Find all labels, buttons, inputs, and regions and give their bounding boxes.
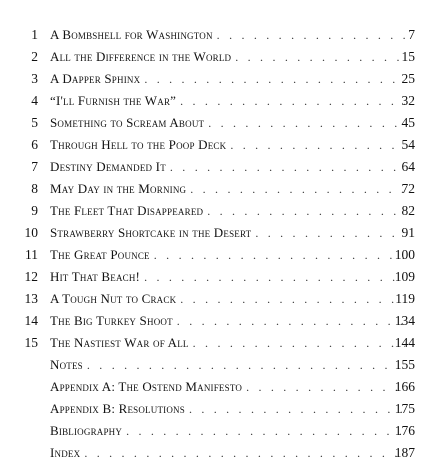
chapter-title: A Bombshell for Washington [50, 27, 213, 42]
dot-leader [144, 268, 405, 286]
entry-title-wrap [50, 356, 405, 374]
page-number: 45 [401, 115, 415, 130]
page-number: 119 [395, 291, 415, 306]
toc-entry-chapter-6[interactable] [0, 136, 447, 158]
page-number: 32 [401, 93, 415, 108]
dot-leader [180, 92, 405, 110]
dot-leader [144, 70, 405, 88]
toc-entry-chapter-8[interactable] [0, 180, 447, 202]
entry-title-wrap [50, 422, 405, 440]
chapter-title: “I'll Furnish the War” [50, 93, 177, 108]
chapter-number: 11 [25, 247, 38, 262]
backmatter-title: Index [50, 445, 81, 460]
backmatter-title: Appendix A: The Ostend Manifesto [50, 379, 243, 394]
page-number: 72 [401, 181, 415, 196]
chapter-number: 7 [31, 159, 38, 174]
entry-title-wrap [50, 70, 405, 88]
chapter-number: 15 [24, 335, 38, 350]
backmatter-title: Bibliography [50, 423, 123, 438]
dot-leader [170, 158, 405, 176]
chapter-title: Through Hell to the Poop Deck [50, 137, 227, 152]
page-number: 54 [401, 137, 415, 152]
dot-leader [177, 312, 405, 330]
dot-leader [180, 290, 405, 308]
dot-leader [189, 400, 405, 418]
page-number: 134 [394, 313, 415, 328]
entry-title-wrap [50, 246, 405, 264]
page-number: 100 [394, 247, 415, 262]
chapter-title: Hit That Beach! [50, 269, 141, 284]
dot-leader [255, 224, 405, 242]
entry-title-wrap [50, 268, 405, 286]
toc-entry-chapter-4[interactable] [0, 92, 447, 114]
toc-entry-appendix-b[interactable] [0, 400, 447, 422]
toc-entry-chapter-5[interactable] [0, 114, 447, 136]
chapter-number: 8 [31, 181, 38, 196]
chapter-number: 6 [31, 137, 38, 152]
toc-entry-chapter-12[interactable] [0, 268, 447, 290]
page-number: 176 [394, 423, 415, 438]
toc-entry-chapter-3[interactable] [0, 70, 447, 92]
page-number: 15 [401, 49, 415, 64]
page-number: 82 [401, 203, 415, 218]
page-number: 25 [401, 71, 415, 86]
chapter-title: A Tough Nut to Crack [50, 291, 177, 306]
entry-title-wrap [50, 92, 405, 110]
toc-entry-chapter-15[interactable] [0, 334, 447, 356]
entry-title-wrap [50, 334, 405, 352]
dot-leader [126, 422, 405, 440]
toc-entry-chapter-14[interactable] [0, 312, 447, 334]
chapter-number: 12 [24, 269, 38, 284]
chapter-number: 2 [31, 49, 38, 64]
dot-leader [246, 378, 405, 396]
toc-entry-appendix-a[interactable] [0, 378, 447, 400]
chapter-title: The Great Pounce [50, 247, 150, 262]
entry-title-wrap [50, 224, 405, 242]
toc-entry-bibliography[interactable] [0, 422, 447, 444]
chapter-number: 10 [24, 225, 38, 240]
entry-title-wrap [50, 180, 405, 198]
toc-entry-chapter-2[interactable] [0, 48, 447, 70]
page-number: 175 [394, 401, 415, 416]
entry-title-wrap [50, 48, 405, 66]
page-number: 187 [394, 445, 415, 460]
dot-leader [230, 136, 405, 154]
dot-leader [84, 444, 405, 462]
chapter-title: The Fleet That Disappeared [50, 203, 204, 218]
entry-title-wrap [50, 290, 405, 308]
page-number: 166 [394, 379, 415, 394]
entry-title-wrap [50, 136, 405, 154]
entry-title-wrap [50, 114, 405, 132]
backmatter-title: Notes [50, 357, 83, 372]
page-number: 64 [401, 159, 415, 174]
chapter-title: May Day in the Morning [50, 181, 187, 196]
chapter-title: The Big Turkey Shoot [50, 313, 173, 328]
entry-title-wrap [50, 444, 405, 462]
chapter-number: 3 [31, 71, 38, 86]
page-number: 91 [401, 225, 415, 240]
dot-leader [193, 334, 405, 352]
page-number: 155 [394, 357, 415, 372]
chapter-title: All the Difference in the World [50, 49, 232, 64]
chapter-number: 14 [24, 313, 38, 328]
chapter-number: 9 [31, 203, 38, 218]
dot-leader [208, 114, 405, 132]
chapter-title: Destiny Demanded It [50, 159, 166, 174]
toc-entry-chapter-7[interactable] [0, 158, 447, 180]
dot-leader [154, 246, 405, 264]
page-number: 7 [408, 27, 415, 42]
backmatter-title: Appendix B: Resolutions [50, 401, 185, 416]
dot-leader [87, 356, 405, 374]
entry-title-wrap [50, 400, 405, 418]
dot-leader [207, 202, 405, 220]
chapter-number: 1 [31, 27, 38, 42]
toc-entry-chapter-13[interactable] [0, 290, 447, 312]
toc-entry-chapter-9[interactable] [0, 202, 447, 224]
chapter-title: A Dapper Sphinx [50, 71, 141, 86]
chapter-title: Something to Scream About [50, 115, 205, 130]
entry-title-wrap [50, 158, 405, 176]
toc-entry-index[interactable] [0, 444, 447, 466]
toc-entry-chapter-1[interactable] [0, 26, 447, 48]
table-of-contents [0, 26, 447, 466]
entry-title-wrap [50, 202, 405, 220]
chapter-number: 13 [24, 291, 38, 306]
chapter-title: Strawberry Shortcake in the Desert [50, 225, 252, 240]
chapter-number: 4 [31, 93, 38, 108]
chapter-number: 5 [31, 115, 38, 130]
dot-leader [235, 48, 405, 66]
page-number: 109 [394, 269, 415, 284]
toc-entry-chapter-10[interactable] [0, 224, 447, 246]
toc-entry-chapter-11[interactable] [0, 246, 447, 268]
entry-title-wrap [50, 378, 405, 396]
dot-leader [217, 26, 405, 44]
dot-leader [190, 180, 405, 198]
entry-title-wrap [50, 312, 405, 330]
entry-title-wrap [50, 26, 405, 44]
toc-entry-notes[interactable] [0, 356, 447, 378]
page-number: 144 [394, 335, 415, 350]
chapter-title: The Nastiest War of All [50, 335, 189, 350]
